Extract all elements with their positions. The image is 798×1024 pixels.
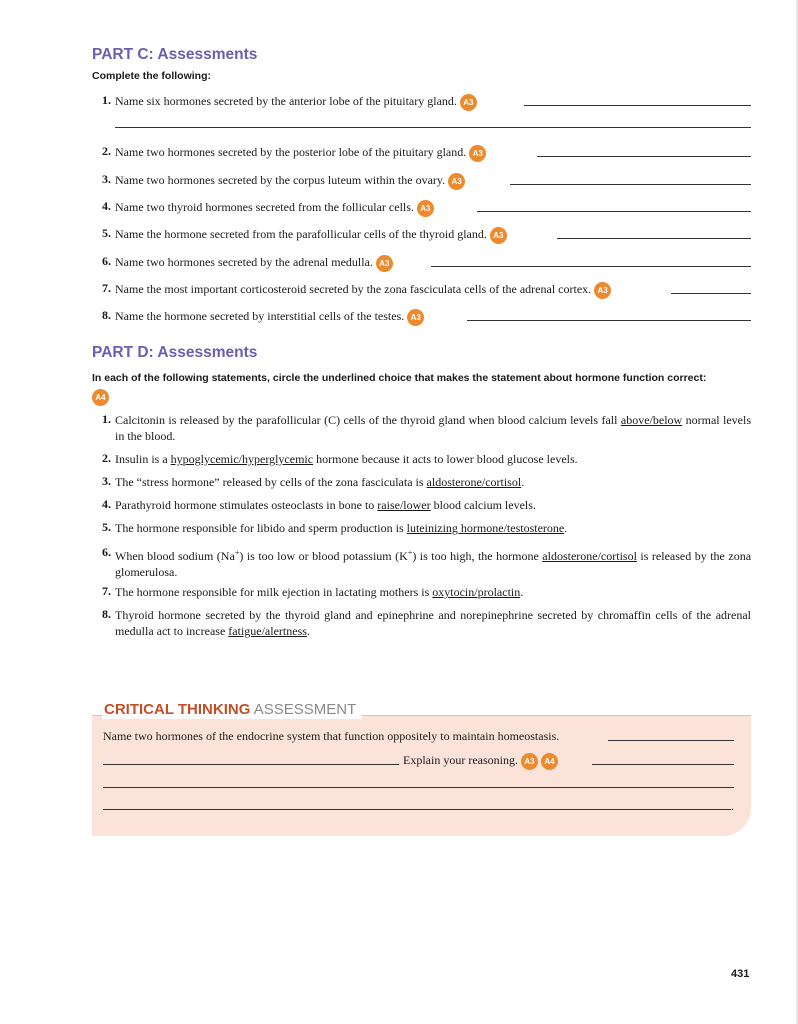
underlined-choice[interactable]: luteinizing hormone/testosterone (406, 521, 565, 535)
item-number: 2. (102, 451, 111, 465)
a3-badge-icon: A3 (594, 282, 611, 299)
answer-line[interactable] (671, 293, 751, 294)
answer-line[interactable] (477, 211, 751, 212)
end-period: . (731, 799, 734, 813)
question-text: Name two hormones secreted by the corpus luteum within the ovary. A3 (115, 172, 465, 190)
answer-line[interactable] (608, 740, 734, 741)
statement-text: The hormone responsible for libido and sperm production is luteinizing hormone/testosterone. (115, 521, 568, 535)
answer-line[interactable] (103, 764, 399, 765)
question-text: Name the hormone secreted from the parafollicular cells of the thyroid gland. A3 (115, 226, 507, 244)
part-c-instruction: Complete the following: (92, 70, 211, 82)
underlined-choice[interactable]: hypoglycemic/hyperglycemic (170, 452, 314, 466)
item-number: 7. (102, 584, 111, 598)
part-c-title: PART C: Assessments (92, 46, 258, 63)
a3-badge-icon: A3 (448, 173, 465, 190)
question-text: Name two hormones secreted by the adrenal medulla. A3 (115, 254, 393, 272)
question-text: Name the most important corticosteroid secreted by the zona fasciculata cells of the adrenal cortex. A3 (115, 281, 611, 299)
item-number: 7. (102, 281, 111, 295)
question-text: Name two thyroid hormones secreted from the follicular cells. A3 (115, 199, 434, 217)
item-number: 4. (102, 199, 111, 213)
critical-thinking-explain: Explain your reasoning. A3 A4 (403, 752, 558, 770)
page-number: 431 (731, 968, 750, 980)
underlined-choice[interactable]: fatigue/alertness (228, 624, 307, 638)
answer-line[interactable] (115, 127, 751, 128)
question-text: Name the hormone secreted by interstitial cells of the testes. A3 (115, 308, 424, 326)
underlined-choice[interactable]: above/below (620, 413, 683, 427)
item-number: 8. (102, 308, 111, 322)
statement-text: The “stress hormone” released by cells of the zona fasciculata is aldosterone/cortisol. (115, 475, 525, 489)
statement-text: Insulin is a hypoglycemic/hyperglycemic hormone because it acts to lower blood glucose levels. (115, 452, 578, 466)
question-text: Name six hormones secreted by the anterior lobe of the pituitary gland. A3 (115, 93, 477, 111)
underlined-choice[interactable]: aldosterone/cortisol (542, 549, 637, 563)
a4-badge-icon: A4 (92, 389, 109, 406)
answer-line[interactable] (557, 238, 751, 239)
critical-thinking-prompt: Name two hormones of the endocrine system that function oppositely to maintain homeostasis. (103, 729, 560, 743)
item-number: 6. (102, 254, 111, 268)
part-d-badge (92, 388, 109, 406)
item-number: 6. (102, 545, 111, 559)
a3-badge-icon: A3 (376, 255, 393, 272)
answer-line[interactable] (467, 320, 751, 321)
answer-line[interactable] (431, 266, 751, 267)
item-number: 5. (102, 226, 111, 240)
answer-line[interactable] (524, 105, 751, 106)
part-d-title: PART D: Assessments (92, 344, 258, 361)
item-number: 1. (102, 412, 111, 426)
answer-line[interactable] (537, 156, 751, 157)
question-text: Name two hormones secreted by the posterior lobe of the pituitary gland. A3 (115, 144, 486, 162)
statement-text: Calcitonin is released by the parafollicular (C) cells of the thyroid gland when blood calcium levels fall above/below normal levels in the blood. (115, 413, 752, 443)
item-number: 3. (102, 172, 111, 186)
underlined-choice[interactable]: raise/lower (377, 498, 431, 512)
underlined-choice[interactable]: oxytocin/prolactin (432, 585, 521, 599)
part-d-instruction: In each of the following statements, circle the underlined choice that makes the statement about hormone function correct: (92, 372, 707, 384)
underlined-choice[interactable]: aldosterone/cortisol (426, 475, 522, 489)
a4-badge-icon: A4 (541, 753, 558, 770)
statement-text: Thyroid hormone secreted by the thyroid gland and epinephrine and norepinephrine secreted by chromaffin cells of the adrenal medulla act to increase fatigue/alertness. (115, 608, 751, 638)
a3-badge-icon: A3 (460, 94, 477, 111)
a3-badge-icon: A3 (490, 227, 507, 244)
answer-line[interactable] (510, 184, 751, 185)
answer-line[interactable] (103, 787, 734, 788)
answer-line[interactable] (103, 809, 731, 810)
a3-badge-icon: A3 (407, 309, 424, 326)
item-number: 5. (102, 520, 111, 534)
a3-badge-icon: A3 (417, 200, 434, 217)
item-number: 3. (102, 474, 111, 488)
critical-thinking-title: CRITICAL THINKING ASSESSMENT (102, 701, 362, 719)
statement-text: Parathyroid hormone stimulates osteoclasts in bone to raise/lower blood calcium levels. (115, 498, 536, 512)
item-number: 2. (102, 144, 111, 158)
statement-text: The hormone responsible for milk ejection in lactating mothers is oxytocin/prolactin. (115, 585, 524, 599)
a3-badge-icon: A3 (521, 753, 538, 770)
answer-line[interactable] (592, 764, 734, 765)
item-number: 4. (102, 497, 111, 511)
item-number: 8. (102, 607, 111, 621)
a3-badge-icon: A3 (469, 145, 486, 162)
statement-text: When blood sodium (Na+) is too low or blood potassium (K+) is too high, the hormone aldosterone/cortisol is released by the zona glomerulosa. (115, 548, 752, 579)
item-number: 1. (102, 93, 111, 107)
